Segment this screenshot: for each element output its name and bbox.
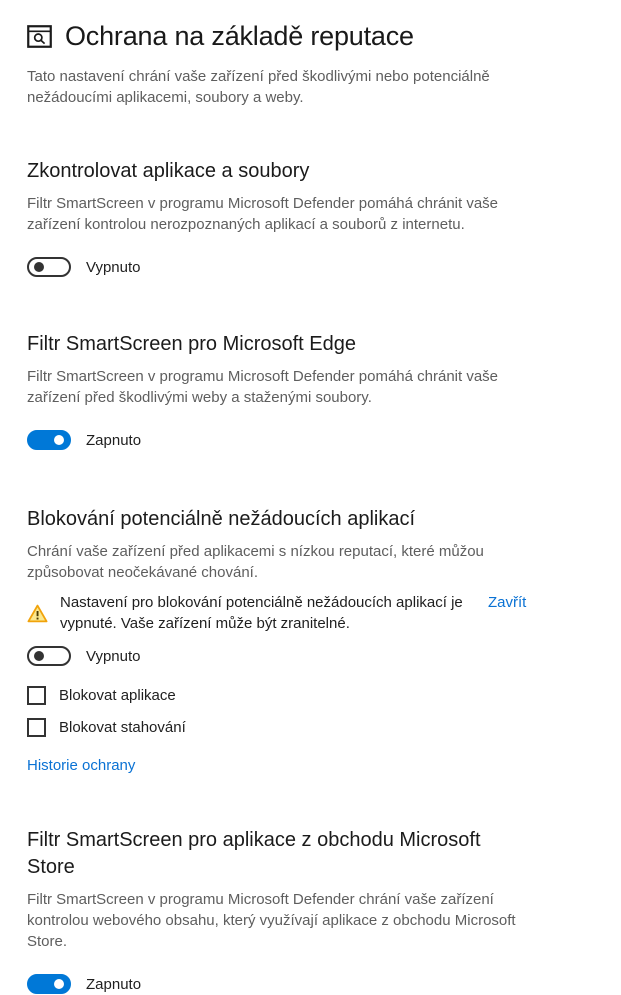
toggle-knob (34, 262, 44, 272)
section-smartscreen-edge (27, 331, 601, 450)
smartscreen-store-toggle-label: Zapnuto (86, 975, 142, 993)
block-downloads-checkbox[interactable] (27, 718, 46, 737)
dismiss-warning-link[interactable]: Zavřít (488, 594, 527, 611)
check-apps-files-description: Filtr SmartScreen v programu Microsoft Defender pomáhá chránit vaše zařízení kontrolou nerozpoznaných aplikací a souborů z internetu. (27, 195, 499, 233)
smartscreen-store-heading: Filtr SmartScreen pro aplikace z obchodu Microsoft Store (27, 829, 481, 878)
pua-toggle-row (27, 646, 601, 666)
block-downloads-checkbox-row[interactable] (27, 718, 601, 737)
block-apps-checkbox-label: Blokovat aplikace (59, 687, 176, 704)
smartscreen-store-toggle[interactable] (27, 974, 71, 994)
block-apps-checkbox-row[interactable] (27, 686, 601, 705)
window-magnifier-icon (27, 25, 52, 48)
smartscreen-edge-heading: Filtr SmartScreen pro Microsoft Edge (27, 333, 356, 355)
pua-toggle-label: Vypnuto (86, 647, 141, 665)
smartscreen-edge-toggle-row (27, 430, 601, 450)
check-apps-files-toggle-label: Vypnuto (86, 258, 141, 276)
check-apps-files-heading: Zkontrolovat aplikace a soubory (27, 160, 310, 182)
section-pua-blocking (27, 506, 601, 775)
pua-blocking-description: Chrání vaše zařízení před aplikacemi s nízkou reputací, které můžou způsobovat neočekávané chování. (27, 543, 484, 581)
check-apps-files-toggle[interactable] (27, 257, 71, 277)
page-subtitle: Tato nastavení chrání vaše zařízení před škodlivými nebo potenciálně nežádoucími aplikacemi, soubory a weby. (27, 68, 490, 106)
smartscreen-edge-toggle-label: Zapnuto (86, 431, 142, 449)
smartscreen-edge-description: Filtr SmartScreen v programu Microsoft Defender pomáhá chránit vaše zařízení před škodlivými weby a staženými soubory. (27, 368, 499, 406)
toggle-knob (34, 651, 44, 661)
section-smartscreen-store-apps (27, 827, 601, 994)
smartscreen-store-description: Filtr SmartScreen v programu Microsoft Defender chrání vaše zařízení kontrolou webového obsahu, který využívají aplikace z obchodu Microsoft Store. (27, 891, 516, 950)
block-downloads-checkbox-label: Blokovat stahování (59, 719, 186, 736)
smartscreen-edge-toggle[interactable] (27, 430, 71, 450)
smartscreen-store-toggle-row (27, 974, 601, 994)
pua-warning-banner (27, 592, 601, 634)
check-apps-files-toggle-row (27, 257, 601, 277)
block-apps-checkbox[interactable] (27, 686, 46, 705)
pua-blocking-heading: Blokování potenciálně nežádoucích aplikací (27, 508, 416, 530)
section-check-apps-and-files (27, 158, 601, 277)
warning-triangle-icon (27, 604, 48, 623)
page-header (27, 20, 601, 52)
pua-toggle[interactable] (27, 646, 71, 666)
pua-warning-text: Nastavení pro blokování potenciálně nežádoucích aplikací je vypnuté. Vaše zařízení může být zranitelné. (60, 594, 463, 632)
toggle-knob (54, 979, 64, 989)
toggle-knob (54, 435, 64, 445)
page-title: Ochrana na základě reputace (65, 21, 414, 51)
protection-history-link[interactable]: Historie ochrany (27, 757, 136, 774)
